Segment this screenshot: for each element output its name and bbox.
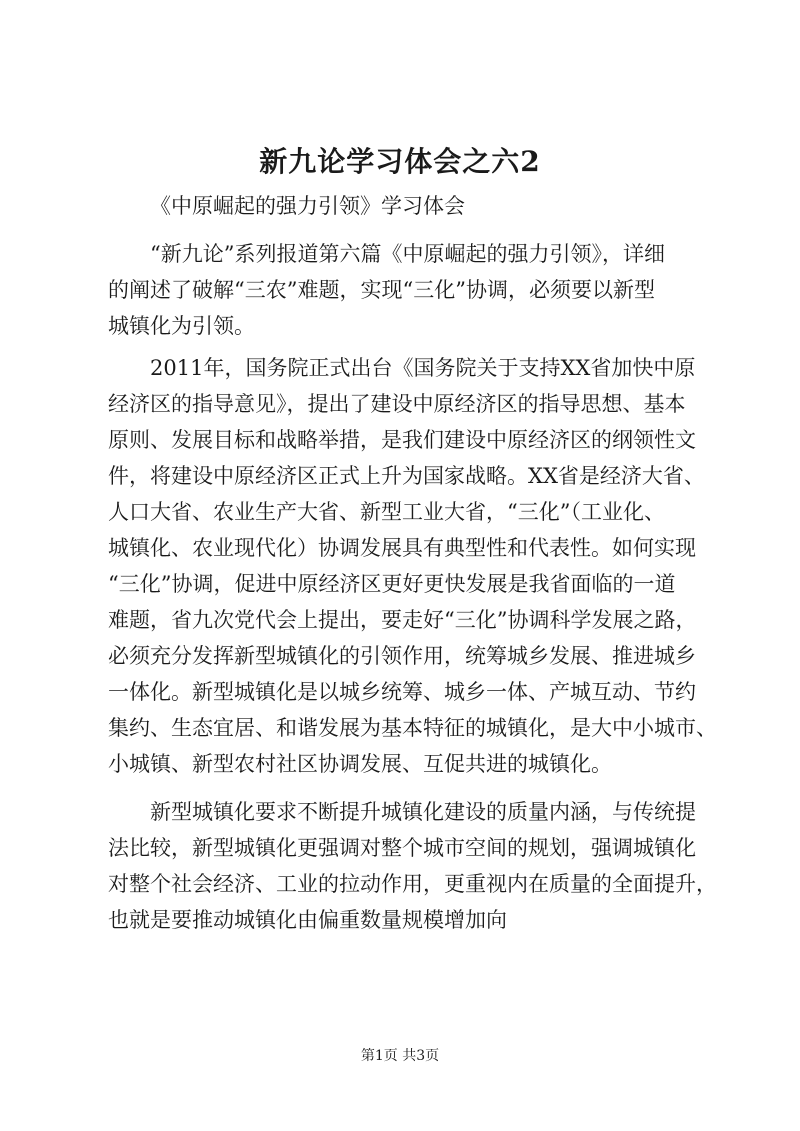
paragraph-line: 集约、生态宜居、和谐发展为基本特征的城镇化，是大中小城市、 xyxy=(108,716,717,740)
paragraph-line: 原则、发展目标和战略举措，是我们建设中原经济区的纲领性文 xyxy=(108,428,696,452)
paragraph-line: 的阐述了破解“三农”难题，实现“三化”协调，必须要以新型 xyxy=(108,278,655,302)
document-subtitle: 《中原崛起的强力引领》学习体会 xyxy=(150,194,465,218)
paragraph-line: 一体化。新型城镇化是以城乡统筹、城乡一体、产城互动、节约 xyxy=(108,680,696,704)
paragraph-line: 城镇化为引领。 xyxy=(108,314,255,338)
paragraph-line: “新九论”系列报道第六篇《中原崛起的强力引领》，详细 xyxy=(108,242,665,266)
paragraph-line: 新型城镇化要求不断提升城镇化建设的质量内涵，与传统提 xyxy=(108,800,696,824)
paragraph-line: 难题，省九次党代会上提出，要走好“三化”协调科学发展之路， xyxy=(108,608,697,632)
paragraph-line: 人口大省、农业生产大省、新型工业大省，“三化”（工业化、 xyxy=(108,500,665,524)
paragraph-line: 也就是要推动城镇化由偏重数量规模增加向 xyxy=(108,908,507,932)
paragraph-line: 小城镇、新型农村社区协调发展、互促共进的城镇化。 xyxy=(108,752,612,776)
page-number-footer: 第1页 共3页 xyxy=(360,1048,440,1064)
paragraph-line: 经济区的指导意见》，提出了建设中原经济区的指导思想、基本 xyxy=(108,392,686,416)
paragraph-line: 必须充分发挥新型城镇化的引领作用，统筹城乡发展、推进城乡 xyxy=(108,644,696,668)
paragraph-line: 件，将建设中原经济区正式上升为国家战略。XX省是经济大省、 xyxy=(108,464,705,488)
paragraph-line: 法比较，新型城镇化更强调对整个城市空间的规划，强调城镇化 xyxy=(108,836,696,860)
paragraph-line: “三化”协调，促进中原经济区更好更快发展是我省面临的一道 xyxy=(108,572,676,596)
document-title: 新九论学习体会之六2 xyxy=(259,145,541,178)
paragraph-line: 城镇化、农业现代化）协调发展具有典型性和代表性。如何实现 xyxy=(108,536,696,560)
paragraph-line: 2011年，国务院正式出台《国务院关于支持XX省加快中原 xyxy=(108,356,696,380)
paragraph-line: 对整个社会经济、工业的拉动作用，更重视内在质量的全面提升， xyxy=(108,872,717,896)
